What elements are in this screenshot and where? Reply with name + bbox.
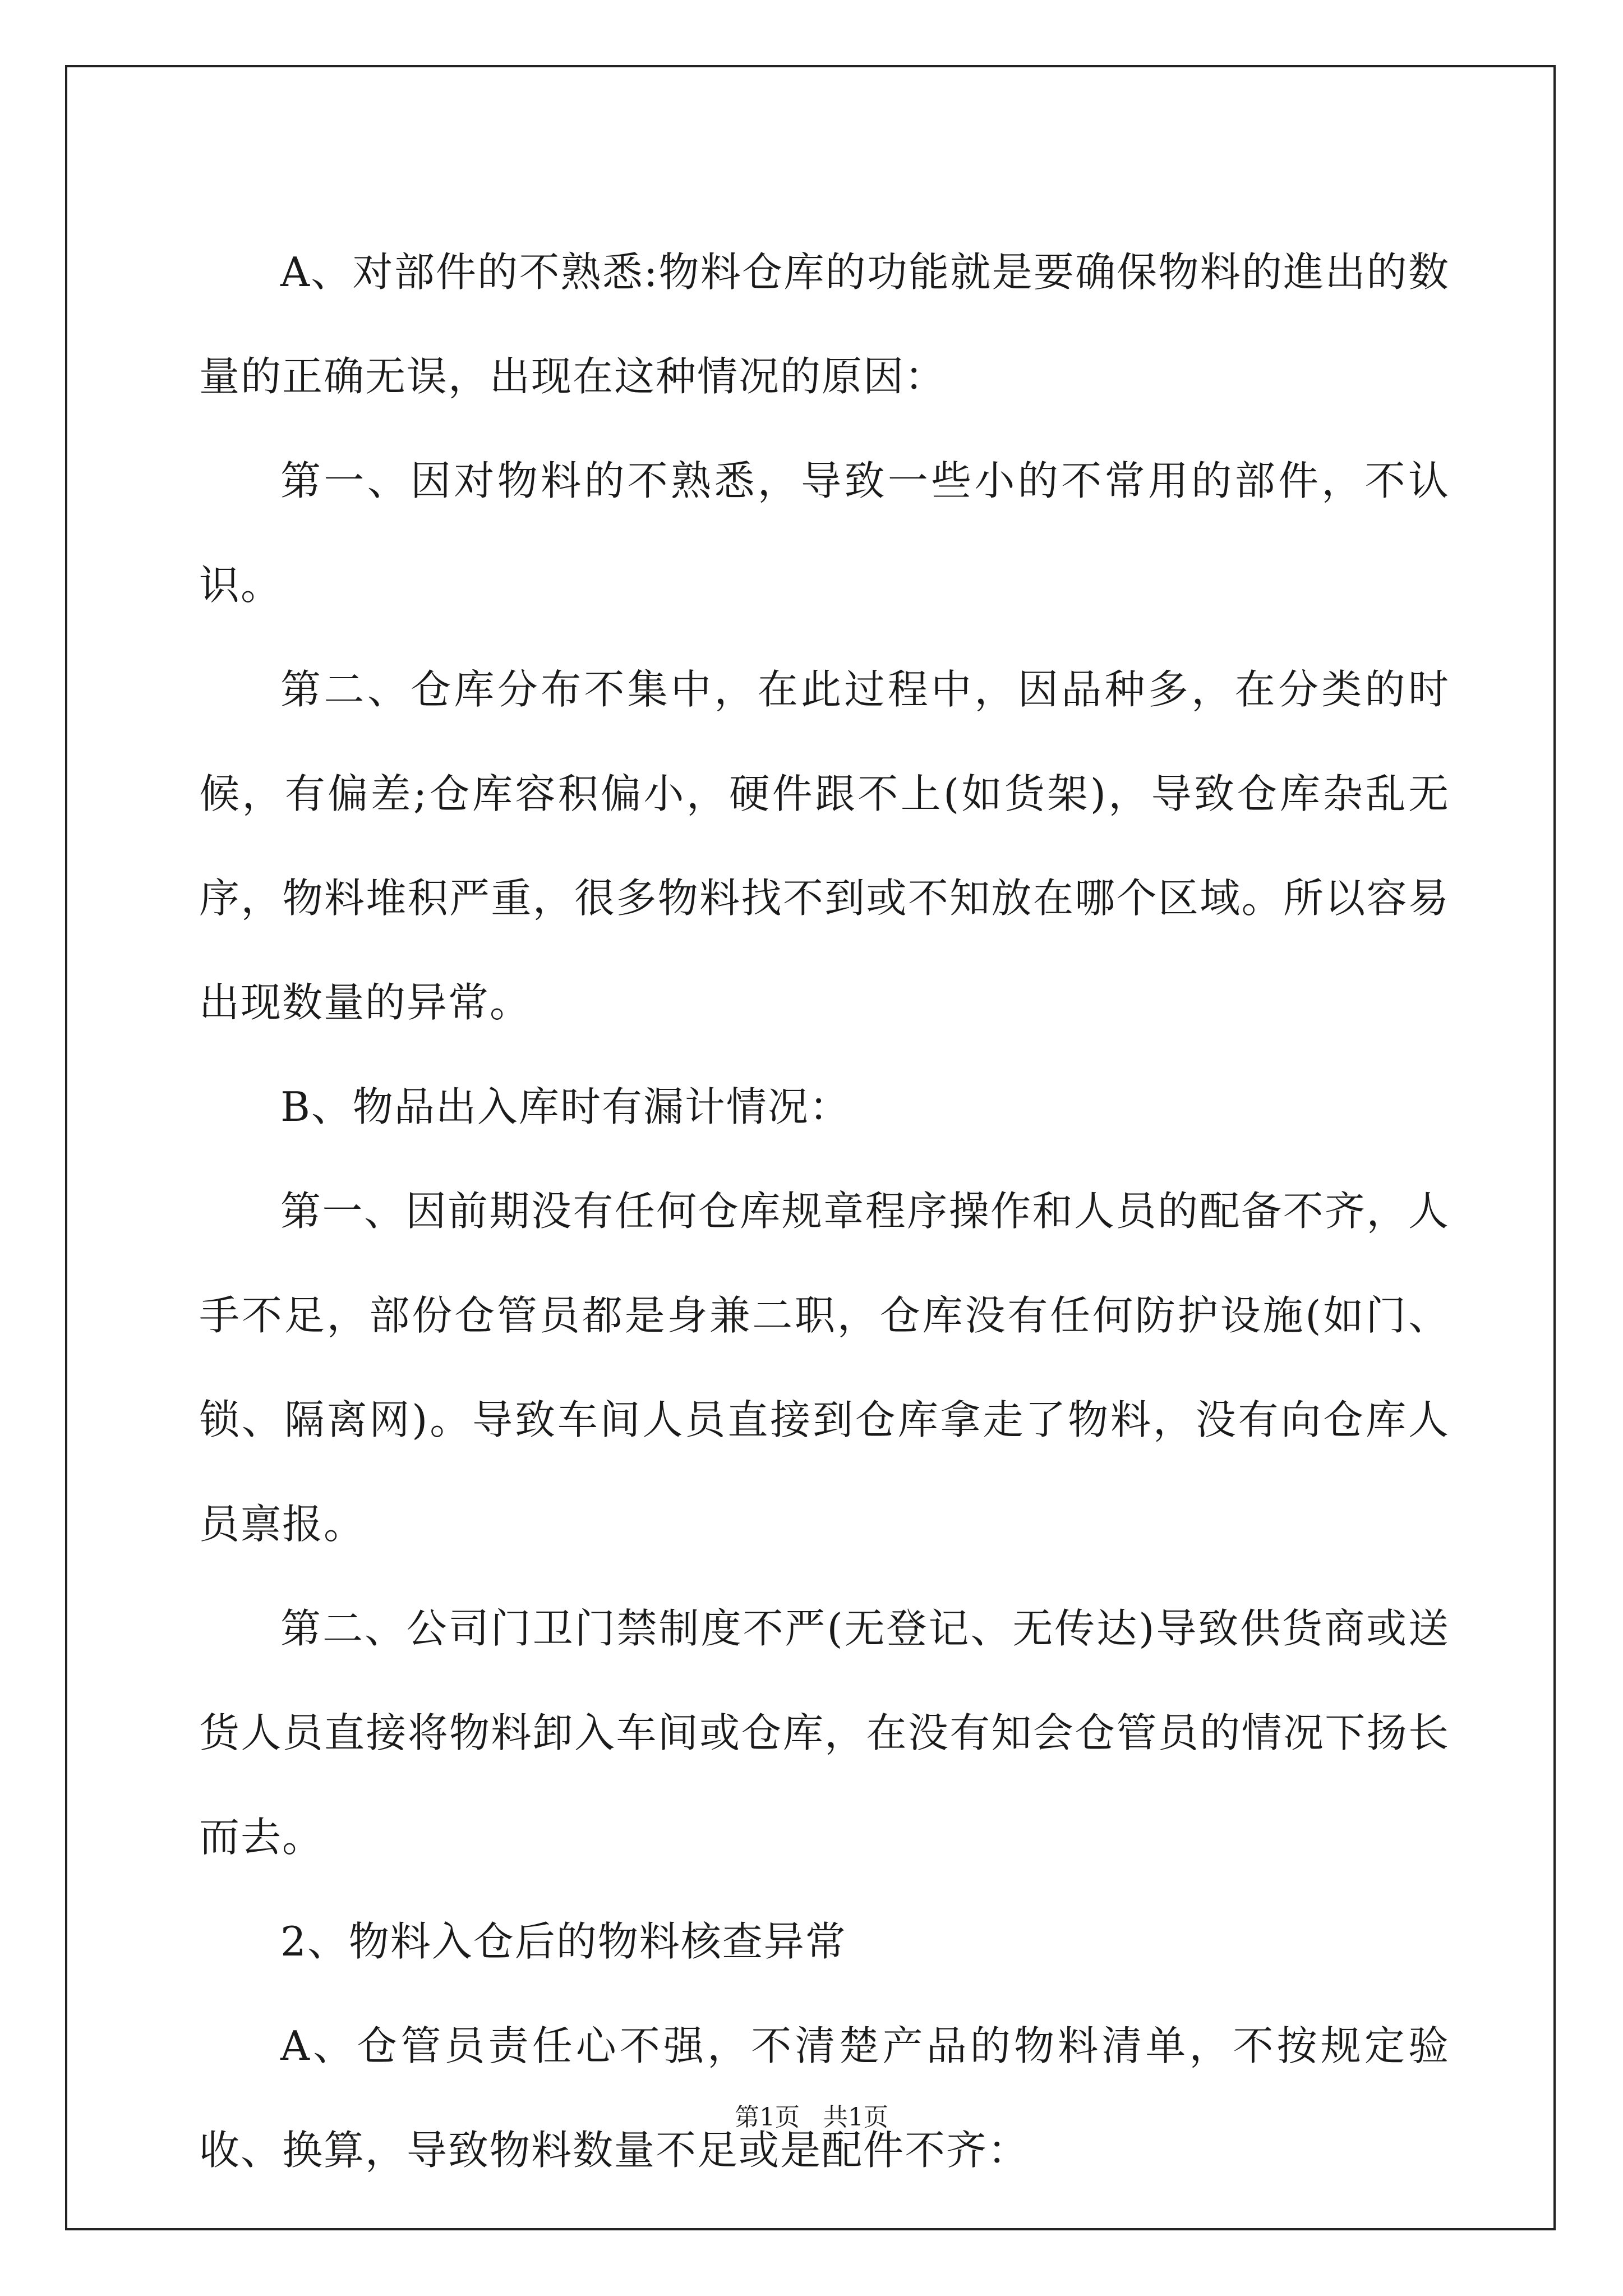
- paragraph: 第二、公司门卫门禁制度不严(无登记、无传达)导致供货商或送货人员直接将物料卸入车间或仓库，在没有知会仓管员的情况下扬长而去。: [199, 1605, 1450, 1861]
- document-body: [199, 220, 1450, 2202]
- page-total: 共1页: [823, 2103, 888, 2132]
- page-footer: [0, 2097, 1623, 2133]
- paragraph: 第二、仓库分布不集中，在此过程中，因品种多，在分类的时候，有偏差;仓库容积偏小，硬件跟不上(如货架)，导致仓库杂乱无序，物料堆积严重，很多物料找不到或不知放在哪个区域。所以容易出现数量的异常。: [199, 666, 1450, 1026]
- paragraph: B、物品出入库时有漏计情况：: [280, 1083, 851, 1130]
- paragraph: 第一、因对物料的不熟悉，导致一些小的不常用的部件，不认识。: [199, 457, 1450, 609]
- paragraph: 第一、因前期没有任何仓库规章程序操作和人员的配备不齐，人手不足，部份仓管员都是身兼二职，仓库没有任何防护设施(如门、锁、隔离网)。导致车间人员直接到仓库拿走了物料，没有向仓库人员禀报。: [199, 1188, 1450, 1548]
- page-number: 第1页: [735, 2103, 800, 2132]
- paragraph: A、仓管员责任心不强，不清楚产品的物料清单，不按规定验收、换算，导致物料数量不足或是配件不齐：: [199, 2022, 1450, 2174]
- paragraph: 2、物料入仓后的物料核查异常: [280, 1918, 847, 1965]
- paragraph: A、对部件的不熟悉:物料仓库的功能就是要确保物料的進出的数量的正确无误，出现在这种情况的原因：: [199, 249, 1450, 400]
